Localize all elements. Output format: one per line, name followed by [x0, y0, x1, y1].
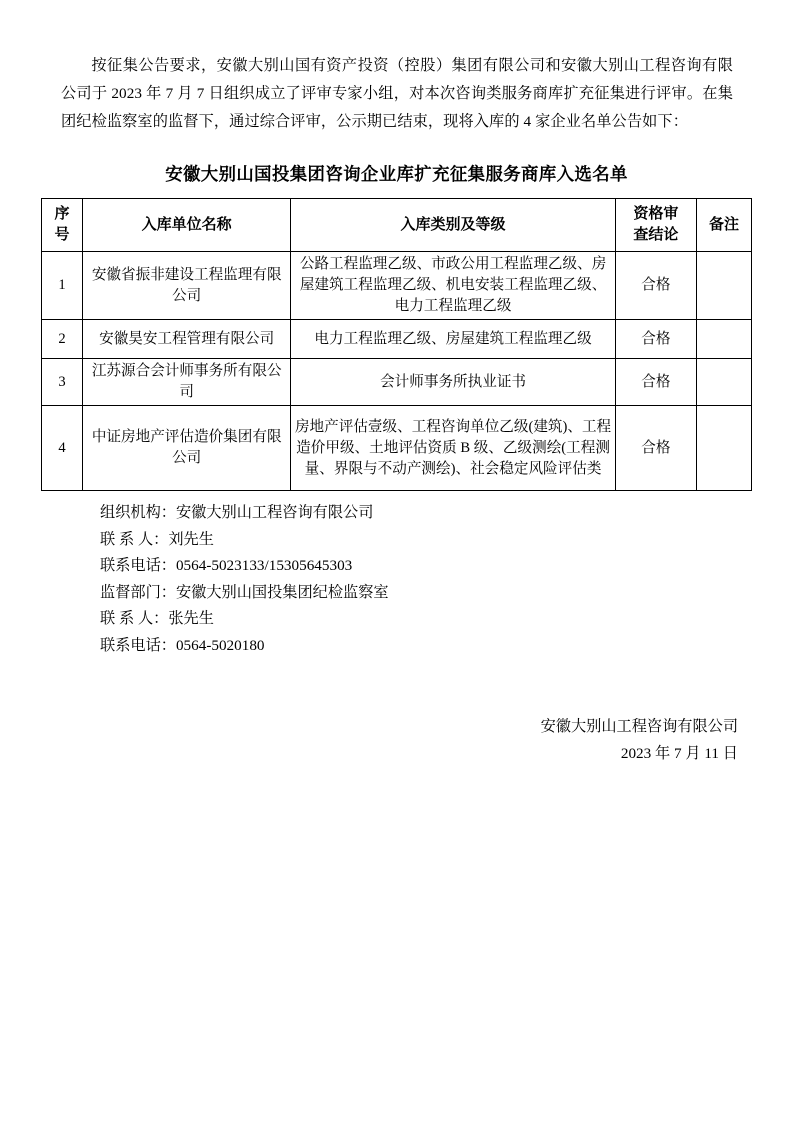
cell-category: 电力工程监理乙级、房屋建筑工程监理乙级 [291, 320, 615, 359]
column-header-no-line1: 序 [54, 206, 70, 222]
contact-line-phone-2: 联系电话：0564-5020180 [100, 636, 265, 654]
cell-name: 江苏源合会计师事务所有限公司 [83, 359, 291, 406]
intro-paragraph-block [61, 52, 733, 136]
column-header-conclusion-line1: 资格审 [633, 206, 679, 222]
contact-line-supervision-dept: 监督部门：安徽大别山国投集团纪检监察室 [100, 583, 389, 601]
cell-remark [696, 406, 751, 491]
cell-no: 4 [42, 406, 83, 491]
cell-name: 安徽昊安工程管理有限公司 [83, 320, 291, 359]
page-title: 安徽大别山国投集团咨询企业库扩充征集服务商库入选名单 [165, 164, 628, 184]
cell-name: 安徽省振非建设工程监理有限公司 [83, 252, 291, 320]
table-row [42, 252, 752, 320]
signature-block [541, 713, 738, 767]
cell-remark [696, 359, 751, 406]
cell-remark [696, 320, 751, 359]
contact-line-organization: 组织机构：安徽大别山工程咨询有限公司 [100, 504, 374, 521]
signature-organization: 安徽大别山工程咨询有限公司 [540, 718, 738, 735]
intro-paragraph: 按征集公告要求，安徽大别山国有资产投资（控股）集团有限公司和安徽大别山工程咨询有限公司于 2023 年 7 月 7 日组织成立了评审专家小组，对本次咨询类服务商库扩充征集进行评审。在集团纪检监察室的监督下，通过综合评审，公示期已结束，现将入库的 4 家企业名单公告如下： [61, 57, 733, 130]
cell-name: 中证房地产评估造价集团有限公司 [83, 406, 291, 491]
cell-conclusion: 合格 [615, 406, 696, 491]
table-row [42, 320, 752, 359]
column-header-no [42, 199, 83, 252]
cell-conclusion: 合格 [615, 320, 696, 359]
cell-conclusion: 合格 [615, 359, 696, 406]
contact-line-phone-1: 联系电话：0564-5023133/15305645303 [100, 557, 353, 574]
signature-date: 2023 年 7 月 11 日 [620, 745, 738, 762]
contact-line-person-1: 联 系 人：刘先生 [100, 530, 214, 548]
column-header-conclusion [615, 199, 696, 252]
table-row [42, 359, 752, 406]
table-header-row [42, 199, 752, 252]
cell-conclusion: 合格 [615, 252, 696, 320]
column-header-category: 入库类别及等级 [291, 199, 615, 252]
cell-category: 会计师事务所执业证书 [291, 359, 615, 406]
contact-info-block [100, 500, 389, 659]
selected-suppliers-table [41, 198, 752, 491]
column-header-remark: 备注 [696, 199, 751, 252]
cell-no: 3 [42, 359, 83, 406]
column-header-name: 入库单位名称 [83, 199, 291, 252]
cell-remark [696, 252, 751, 320]
table-body [42, 252, 752, 491]
selected-suppliers-table-wrapper [41, 198, 752, 491]
cell-no: 1 [42, 252, 83, 320]
cell-no: 2 [42, 320, 83, 359]
contact-line-person-2: 联 系 人：张先生 [100, 610, 214, 627]
column-header-conclusion-line2: 查结论 [633, 227, 679, 243]
column-header-no-line2: 号 [54, 227, 70, 243]
cell-category: 房地产评估壹级、工程咨询单位乙级(建筑)、工程造价甲级、土地评估资质 B 级、乙级测绘(工程测量、界限与不动产测绘)、社会稳定风险评估类 [291, 406, 615, 491]
table-row [42, 406, 752, 491]
cell-category: 公路工程监理乙级、市政公用工程监理乙级、房屋建筑工程监理乙级、机电安装工程监理乙级、电力工程监理乙级 [291, 252, 615, 320]
